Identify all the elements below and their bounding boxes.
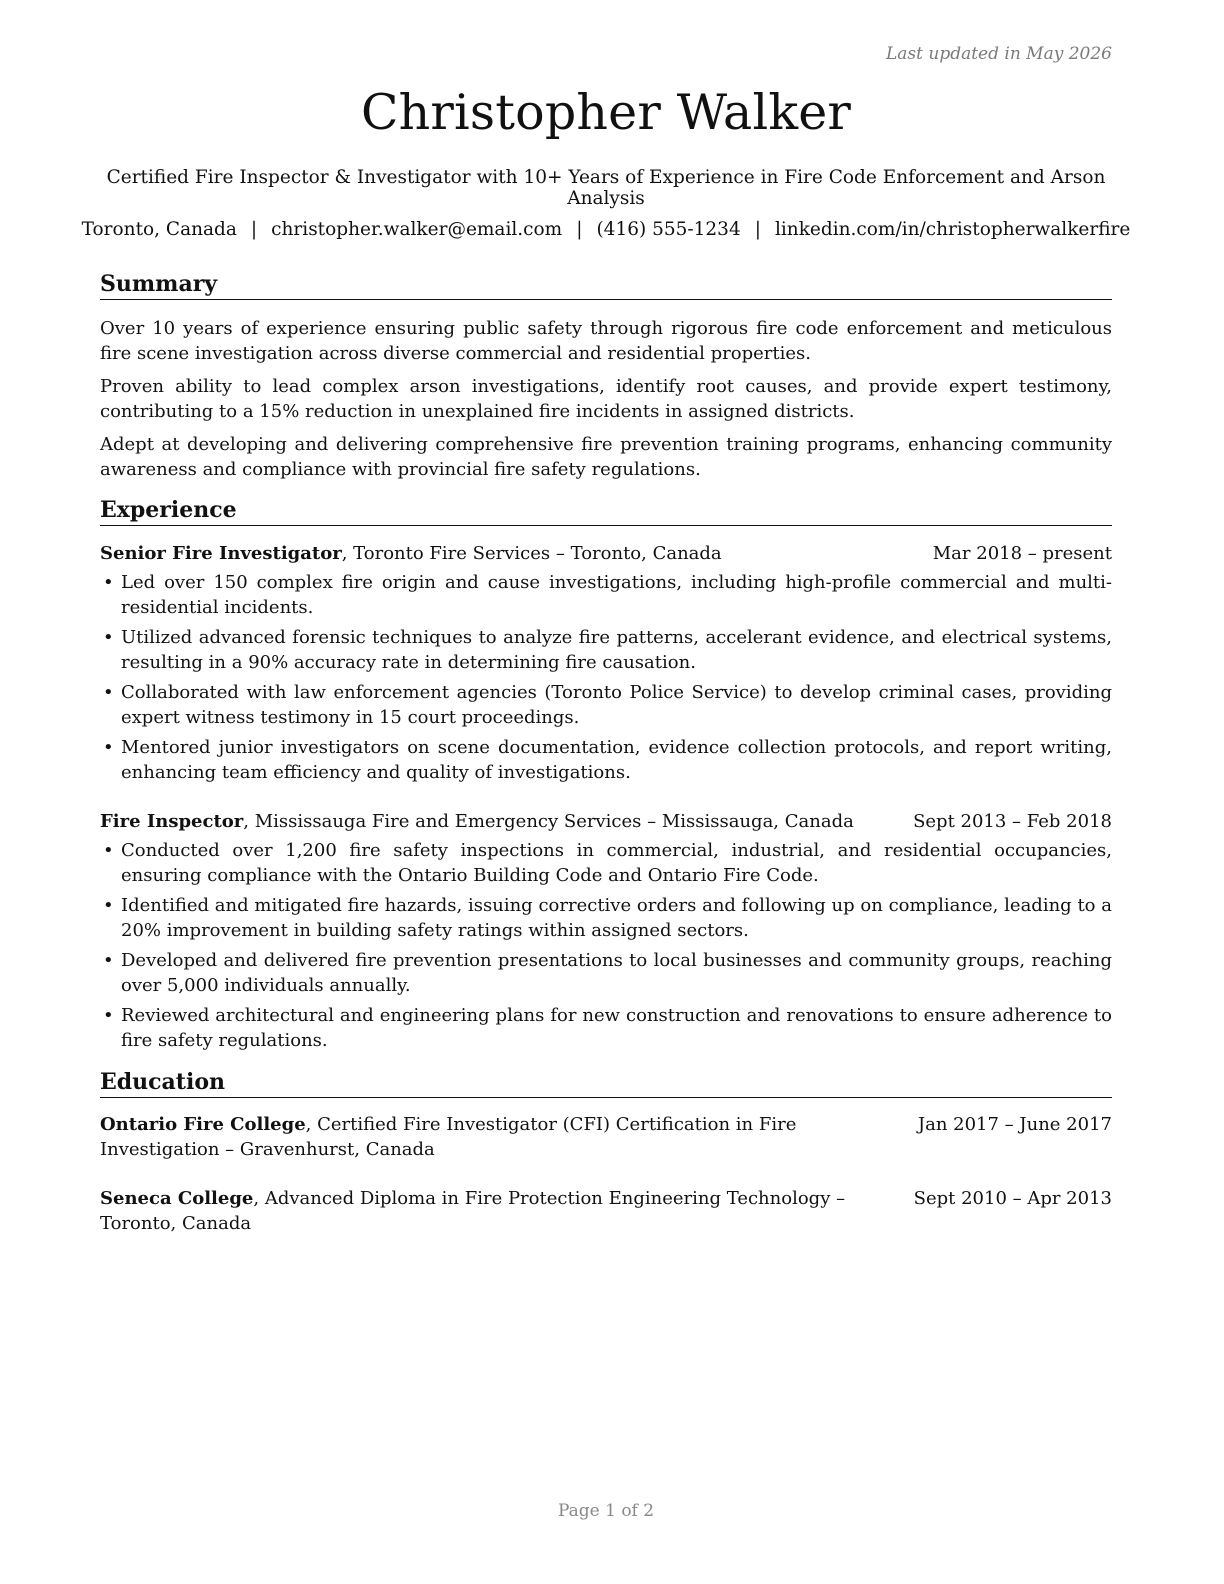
contact-separator: |	[754, 219, 761, 240]
education-dates: Sept 2010 – Apr 2013	[913, 1188, 1112, 1209]
summary-paragraph: Over 10 years of experience ensuring public safety through rigorous fire code enforcement and meticulous fire scene investigation across diverse commercial and residential properties.	[100, 318, 1112, 364]
bullet-text: Reviewed architectural and engineering plans for new construction and renovations to ensure adherence to fire safety regulations.	[121, 1005, 1112, 1051]
section-title-experience: Experience	[100, 497, 1112, 526]
bullet-item	[100, 570, 1112, 620]
bullet-glyph: •	[103, 895, 114, 916]
education-school: Ontario Fire College	[100, 1114, 306, 1135]
contact-email[interactable]: christopher.walker@email.com	[271, 219, 563, 240]
contact-phone[interactable]: (416) 555-1234	[596, 219, 741, 240]
job-dates: Sept 2013 – Feb 2018	[913, 811, 1112, 832]
section-title-education: Education	[100, 1069, 1112, 1098]
page-number: Page 1 of 2	[557, 1501, 655, 1521]
bullet-text: Mentored junior investigators on scene documentation, evidence collection protocols, and report writing, enhancing team efficiency and quality of investigations.	[121, 737, 1112, 783]
job-dates: Mar 2018 – present	[932, 543, 1112, 564]
last-updated-note: Last updated in May 2026	[885, 44, 1112, 64]
job-entry	[100, 541, 1112, 790]
education-section	[100, 1069, 1112, 1098]
bullet-text: Led over 150 complex fire origin and cause investigations, including high-profile commercial and multi-residential incidents.	[121, 572, 1112, 618]
job-entry	[100, 809, 1112, 1058]
section-title-summary: Summary	[100, 271, 1112, 300]
bullet-glyph: •	[103, 682, 114, 703]
job-organization: , Mississauga Fire and Emergency Services – Mississauga, Canada	[243, 811, 854, 832]
contact-linkedin[interactable]: linkedin.com/in/christopherwalkerfire	[774, 219, 1131, 240]
education-entry	[100, 1186, 1112, 1236]
bullet-item	[100, 893, 1112, 943]
bullet-glyph: •	[103, 1005, 114, 1026]
summary-body	[100, 316, 1112, 482]
bullet-text: Utilized advanced forensic techniques to analyze fire patterns, accelerant evidence, and electrical systems, resulting in a 90% accuracy rate in determining fire causation.	[121, 627, 1112, 673]
education-entry	[100, 1112, 1112, 1162]
bullet-text: Identified and mitigated fire hazards, issuing corrective orders and following up on compliance, leading to a 20% improvement in building safety ratings within assigned sectors.	[121, 895, 1112, 941]
education-detail: , Advanced Diploma in Fire Protection Engineering Technology – Toronto, Canada	[100, 1188, 846, 1234]
bullet-item	[100, 948, 1112, 998]
bullet-item	[100, 625, 1112, 675]
bullet-glyph: •	[103, 572, 114, 593]
bullet-item	[100, 838, 1112, 888]
candidate-name: Christopher Walker	[360, 84, 852, 141]
bullet-item	[100, 735, 1112, 785]
contact-location: Toronto, Canada	[81, 219, 237, 240]
headline: Certified Fire Inspector & Investigator with 10+ Years of Experience in Fire Code Enforcement and Arson Analysis	[106, 167, 1106, 209]
contact-separator: |	[576, 219, 583, 240]
education-header	[100, 1186, 1112, 1236]
bullet-text: Developed and delivered fire prevention presentations to local businesses and community groups, reaching over 5,000 individuals annually.	[121, 950, 1112, 996]
contact-line	[80, 219, 1132, 240]
job-header	[100, 809, 1112, 834]
summary-paragraph: Proven ability to lead complex arson investigations, identify root causes, and provide expert testimony, contributing to a 15% reduction in unexplained fire incidents in assigned districts.	[100, 376, 1112, 422]
education-detail: , Certified Fire Investigator (CFI) Certification in Fire Investigation – Gravenhurst, Canada	[100, 1114, 797, 1160]
job-bullets	[100, 838, 1112, 1053]
bullet-glyph: •	[103, 950, 114, 971]
job-role: Senior Fire Investigator	[100, 543, 342, 564]
contact-separator: |	[250, 219, 258, 240]
job-bullets	[100, 570, 1112, 785]
bullet-text: Conducted over 1,200 fire safety inspections in commercial, industrial, and residential occupancies, ensuring compliance with the Ontario Building Code and Ontario Fire Code.	[121, 840, 1112, 886]
bullet-item	[100, 1003, 1112, 1053]
bullet-item	[100, 680, 1112, 730]
bullet-glyph: •	[103, 840, 114, 861]
education-school: Seneca College	[100, 1188, 254, 1209]
job-role: Fire Inspector	[100, 811, 244, 832]
summary-section	[100, 271, 1112, 490]
bullet-text: Collaborated with law enforcement agencies (Toronto Police Service) to develop criminal cases, providing expert witness testimony in 15 court proceedings.	[121, 682, 1112, 728]
job-organization: , Toronto Fire Services – Toronto, Canada	[341, 543, 722, 564]
education-header	[100, 1112, 1112, 1162]
experience-section	[100, 497, 1112, 526]
bullet-glyph: •	[103, 737, 114, 758]
resume-page	[81, 0, 1131, 1584]
summary-paragraph: Adept at developing and delivering comprehensive fire prevention training programs, enhancing community awareness and compliance with provincial fire safety regulations.	[100, 434, 1112, 480]
bullet-glyph: •	[103, 627, 114, 648]
job-header	[100, 541, 1112, 566]
education-dates: Jan 2017 – June 2017	[917, 1114, 1112, 1135]
